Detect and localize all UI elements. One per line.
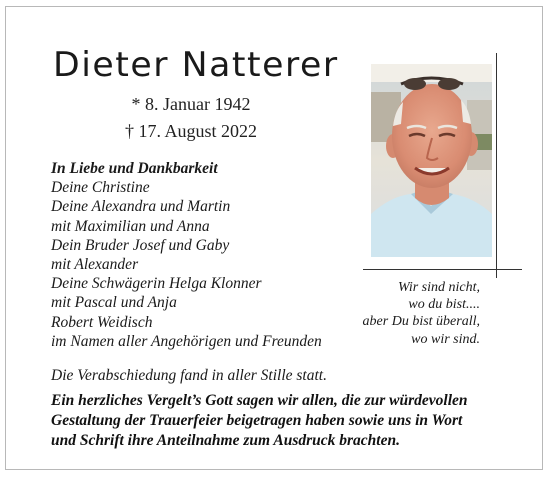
family-heading: In Liebe und Dankbarkeit <box>51 160 218 177</box>
quote-line: Wir sind nicht, <box>397 280 480 295</box>
death-date: † 17. August 2022 <box>124 121 257 141</box>
vertical-divider <box>496 53 497 278</box>
family-line: mit Pascal und Anja <box>51 294 177 312</box>
memorial-quote <box>363 279 480 348</box>
family-line: Deine Christine <box>51 179 150 197</box>
thanks-line: und Schrift ihre Anteilnahme zum Ausdruck brachten. <box>51 432 400 449</box>
family-line: im Namen aller Angehörigen und Freunden <box>51 332 322 350</box>
deceased-name: Dieter Natterer <box>53 45 339 85</box>
portrait-photo-image <box>371 64 492 257</box>
birth-date: * 8. Januar 1942 <box>131 94 251 114</box>
family-line: Deine Alexandra und Martin <box>51 198 231 216</box>
farewell-notice: Die Verabschiedung fand in aller Stille statt. <box>51 367 327 384</box>
obituary-card <box>5 6 543 470</box>
family-line: mit Maximilian und Anna <box>51 217 210 235</box>
family-line: Deine Schwägerin Helga Klonner <box>51 275 262 293</box>
thanks-message <box>51 391 521 451</box>
family-line: Robert Weidisch <box>51 313 153 331</box>
thanks-line: Gestaltung der Trauerfeier beigetragen haben sowie uns in Wort <box>51 412 463 429</box>
family-line: Dein Bruder Josef und Gaby <box>51 236 230 254</box>
horizontal-divider <box>363 269 522 270</box>
family-line: mit Alexander <box>51 256 139 274</box>
quote-line: wo wir sind. <box>411 331 480 347</box>
quote-line: aber Du bist überall, <box>362 314 480 330</box>
family-list <box>51 159 322 351</box>
thanks-line: Ein herzliches Vergelt’s Gott sagen wir allen, die zur würdevollen <box>51 392 468 409</box>
portrait-photo <box>371 64 492 257</box>
quote-line: wo du bist.... <box>408 297 480 313</box>
